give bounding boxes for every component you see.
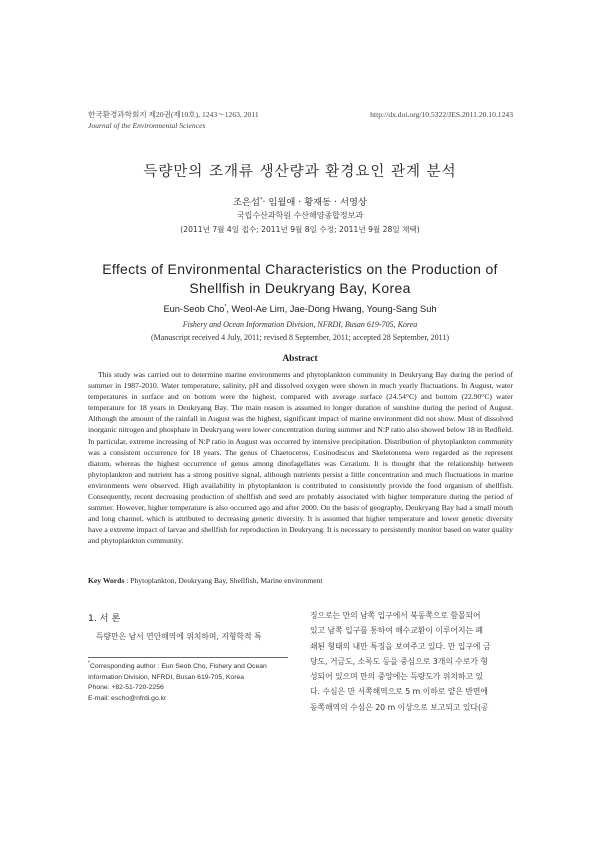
author-first-en: Eun-Seob Cho [163,304,225,314]
abstract-heading: Abstract [282,354,318,364]
intro-left-column: 득량만은 남서 연안해역에 위치하며, 지형학적 특 [96,632,262,641]
journal-citation-ko: 한국환경과학회지 제20권(제10호), 1243～1263, 2011 [88,110,259,119]
keywords-label: Key Words [88,576,125,585]
journal-name-en: Journal of the Environmental Sciences [88,121,206,130]
footnote-line4: E-mail: escho@nfrdi.go.kr [88,695,167,703]
dates-ko: (2011년 7월 4일 접수; 2011년 9월 8일 수정; 2011년 9월 28일 채택) [180,225,420,234]
keywords [88,576,513,585]
doi-link[interactable]: http://dx.doi.org/10.5322/JES.2011.20.10.1243 [370,110,513,119]
section-heading-intro: 1. 서 론 [88,613,121,624]
dates-en: (Manuscript received 4 July, 2011; revised 8 September, 2011; accepted 28 September, 2011) [150,333,450,342]
footnote-line3: Phone: +82-51-720-2256 [88,684,164,692]
intro-right-line: 다. 수심은 만 서쪽해역으로 5 m 이하로 얕은 반면에 [310,687,488,697]
authors-rest-ko: · 임월애 · 황재동 · 서영상 [262,197,367,208]
title-ko: 득량만의 조개류 생산량과 환경요인 관계 분석 [143,164,457,180]
intro-right-line: 징으로는 만의 남쪽 입구에서 북동쪽으로 함몰되어 [310,611,481,620]
intro-right-line: 쇄된 형태의 내만 특징을 보여주고 있다. 만 입구에 금 [310,641,491,651]
abstract-text: This study was carried out to determine marine environments and phytoplankton community in Deukryang Bay during the period of summer in 1987-2010. Water temperature, salinity, pH and dissolved oxygen were shown in much yearly fluctuations. In August, water temperatures in surface and on bottom were the highest, compared with average surface (24.54°C) and bottom (22.90°C) water temperature for 18 years in Deukryang Bay. The main reason is assumed to longer duration of sunshine during the period of August. Although the amount of the rainfall in August was the highest, significant impact of marine environment did not show. Most of dissolved inorganic nitrogen and phosphate in Deukryang were lower concentration during summer and N:P ratio also showed below 18 in Redfield. In particular, extreme increasing of N:P ratio in August was occurred by intensive precipitation. Distribution of phytoplankton community was a consistent occurrence for 18 years. The genus of Chaetoceros, Cosinodiscus and Skeletonema were regarded as the represent diatom, whereas the highest occurrence of genus among dinofagellates was Ceratium. It is thought that the relationship between phytoplankton and nutrient has a strong positive signal, although nutrients persist a little concentration and much fluctuations in marine environments were observed. High availability in phytoplankton is contributed to consistently provide the food organism of shellfish. Consequently, recent decreasing production of shellfish and seed are probably associated with higher temperature during the period of summer. However, higher temperature is also occurred ago and after 2000. On the basis of geography, Deukryang Bay had a small mouth and long channel, which is attributed to decreasing genetic diversity. It is assumed that higher temperature and lower genetic diversity have a extreme impact of larvae and shellfish for reproduction in Deukryang. It is necessary to persistently monitor based on water quality and phytoplankton community. [88,370,513,546]
corresponding-mark-en: * [224,303,227,310]
title-en-line2: Shellfish in Deukryang Bay, Korea [189,280,411,296]
intro-right-line: 성되어 있으며 만의 중앙에는 득량도가 위치하고 있 [310,672,484,682]
journal-header [88,109,259,131]
footnote-mark: * [88,660,90,667]
abstract-body [88,369,513,547]
intro-right-line: 당도, 거금도, 소록도 등을 중심으로 3개의 수로가 형 [310,656,488,666]
footnote-line1: Corresponding author : Eun Seob Cho, Fishery and Ocean [89,663,267,670]
keywords-text: : Phytoplankton, Deukryang Bay, Shellfish, Marine environment [124,576,323,585]
footnote [88,662,298,705]
intro-right-line: 있고 남쪽 입구를 통하여 해수교환이 이루어지는 폐 [310,626,484,636]
authors-en [0,304,600,314]
footnote-line2: Information Division, NFRDI, Busan 619-705, Korea [88,673,245,681]
affiliation-en: Fishery and Ocean Information Division, NFRDI, Busan 619-705, Korea [182,320,418,329]
authors-ko [0,194,600,208]
authors-rest-en: , Weol-Ae Lim, Jae-Dong Hwang, Young-Sang Suh [226,304,437,314]
footnote-divider [88,657,288,658]
title-en-line1: Effects of Environmental Characteristics on the Production of [102,261,498,277]
intro-right-line: 동쪽해역의 수심은 20 m 이상으로 보고되고 있다(공 [310,702,489,712]
title-en [40,260,560,298]
author-first-ko: 조은섭 [233,197,260,208]
intro-right-column [310,608,515,715]
affiliation-ko: 국립수산과학원 수산해양종합정보과 [236,211,364,220]
corresponding-mark: * [259,196,263,203]
